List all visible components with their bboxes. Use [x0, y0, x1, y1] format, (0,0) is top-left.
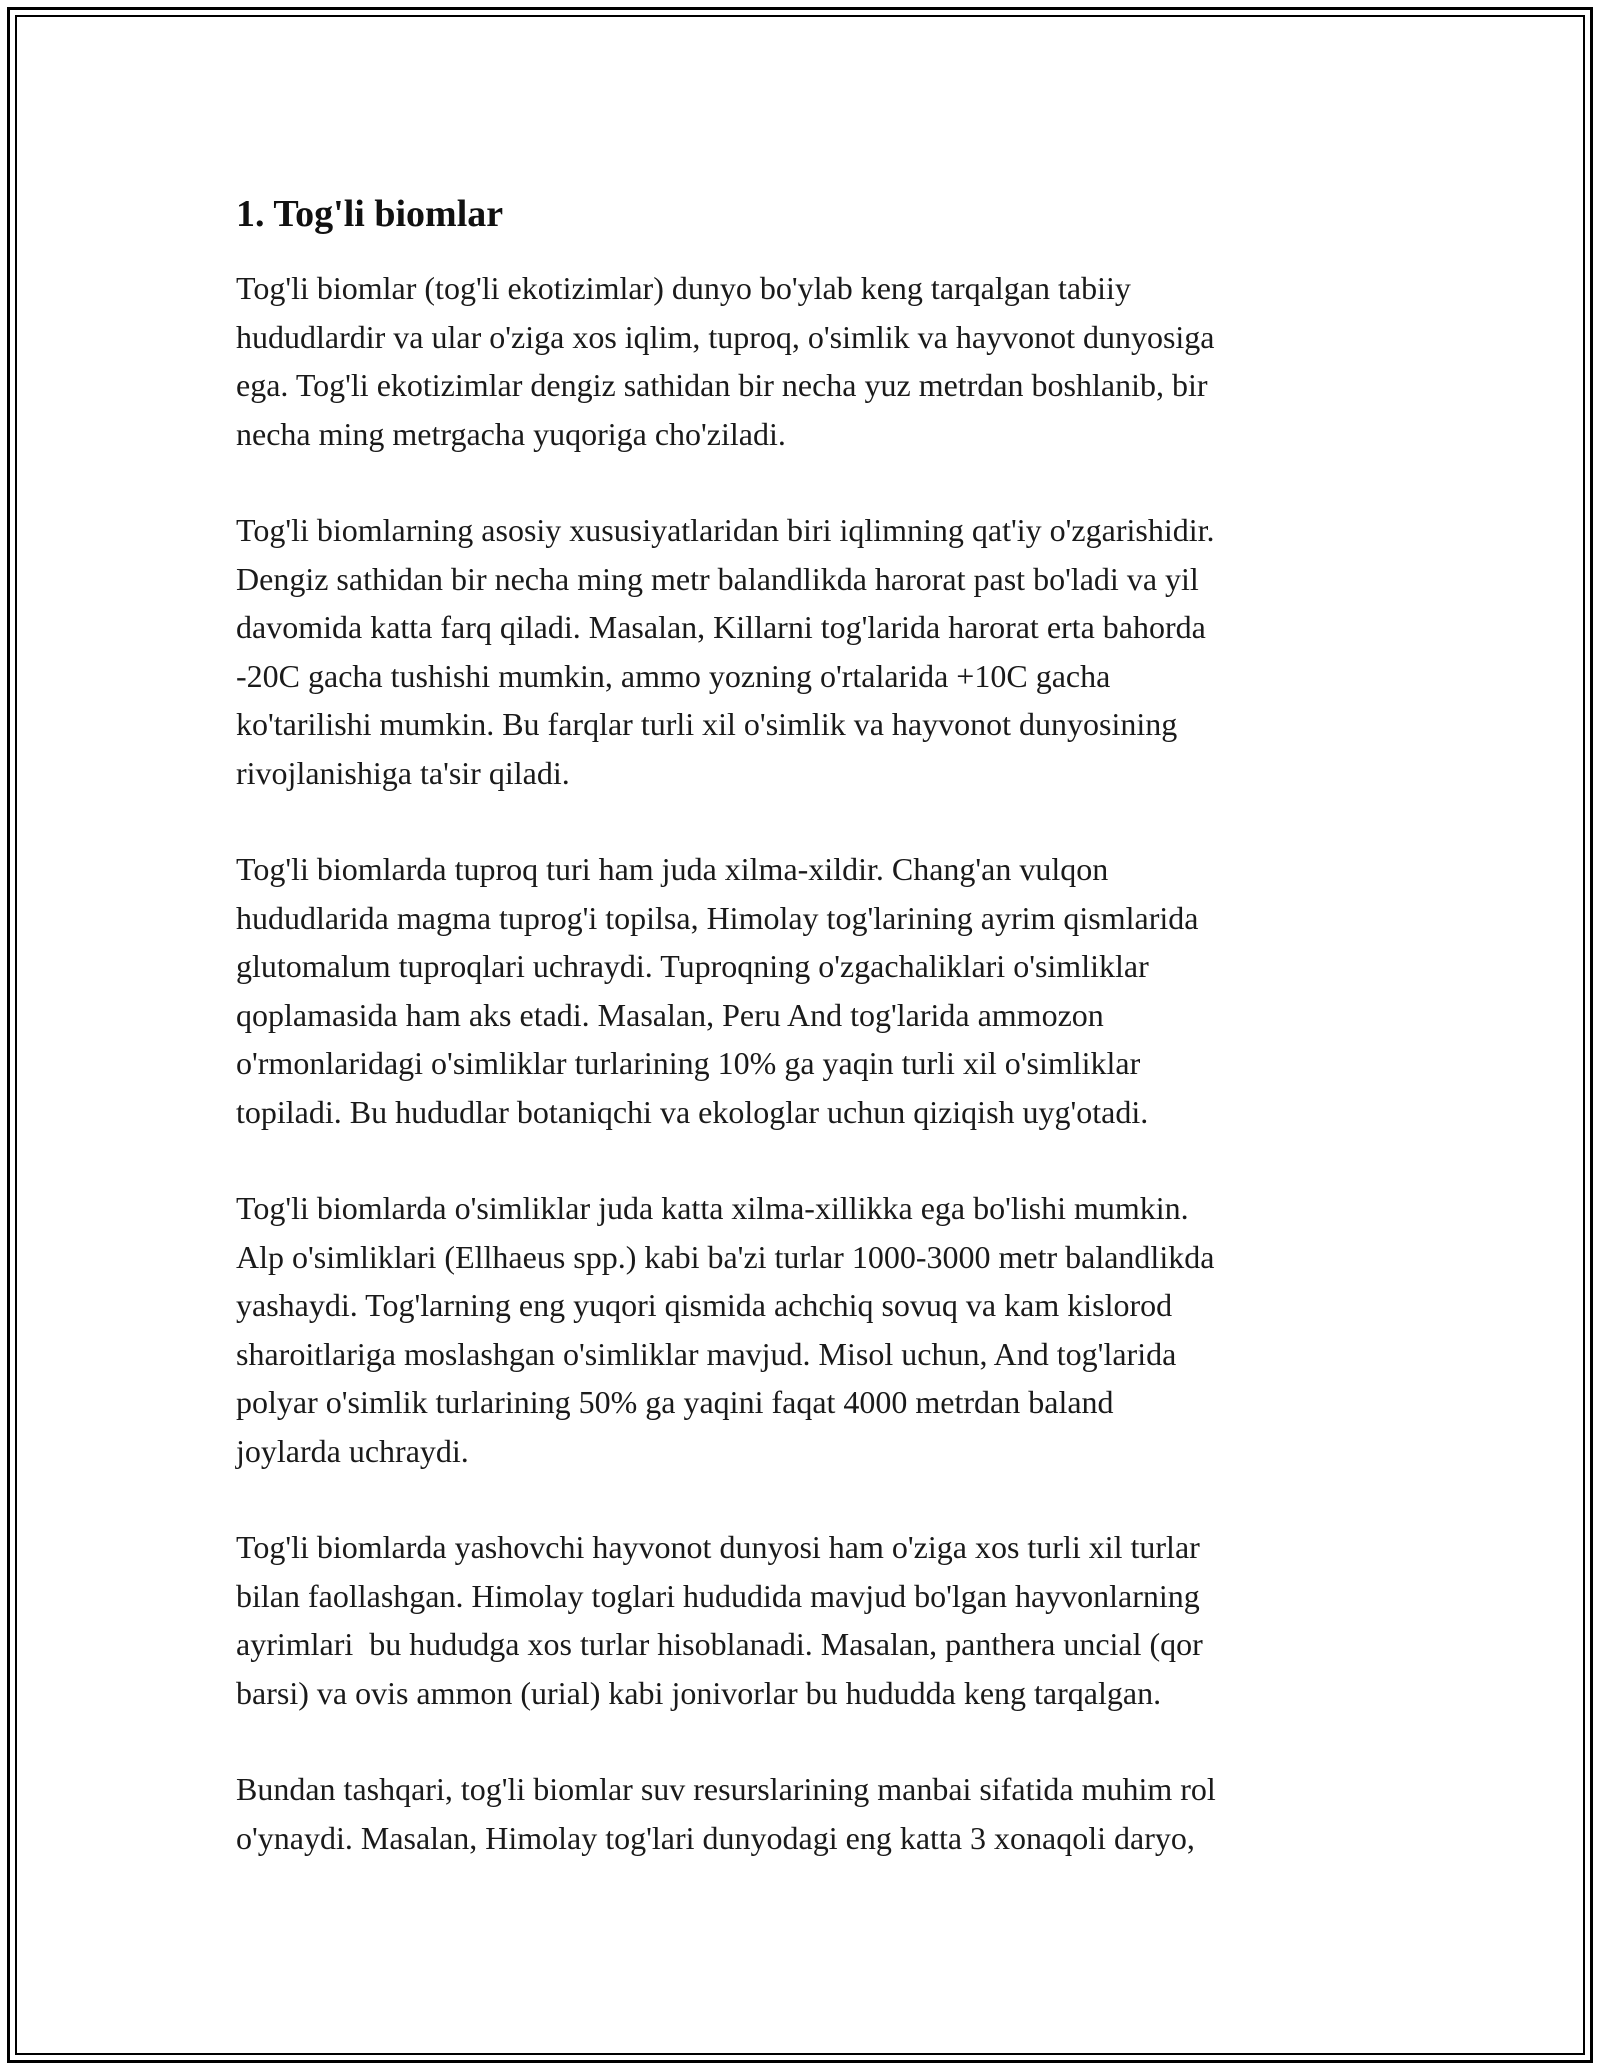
paragraph-line: ayrimlari bu hududga xos turlar hisoblanadi. Masalan, panthera uncial (qor [236, 1626, 1203, 1662]
paragraph-line: sharoitlariga moslashgan o'simliklar mavjud. Misol uchun, And tog'larida [236, 1335, 1177, 1372]
paragraph-line: Tog'li biomlarda o'simliklar juda katta xilma-xillikka ega bo'lishi mumkin. [236, 1190, 1189, 1226]
paragraph-line: hududlardir va ular o'ziga xos iqlim, tuproq, o'simlik va hayvonot dunyosiga [236, 318, 1215, 355]
paragraph-line: o'rmonlaridagi o'simliklar turlarining 10% ga yaqin turli xil o'simliklar [236, 1045, 1141, 1081]
paragraph [236, 264, 1386, 458]
paragraph-line: o'ynaydi. Masalan, Himolay tog'lari dunyodagi eng katta 3 xonaqoli daryo, [236, 1819, 1195, 1856]
paragraph-line: bilan faollashgan. Himolay toglari hududida mavjud bo'lgan hayvonlarning [236, 1577, 1200, 1614]
paragraph [236, 1523, 1386, 1717]
paragraph-line: yashaydi. Tog'larning eng yuqori qismida achchiq sovuq va kam kislorod [236, 1287, 1173, 1323]
paragraph-line: rivojlanishiga ta'sir qiladi. [236, 754, 570, 791]
paragraph-list [236, 264, 1386, 1862]
section-heading: 1. Tog'li biomlar [236, 193, 504, 235]
paragraph-line: necha ming metrgacha yuqoriga cho'ziladi. [236, 415, 786, 452]
paragraph-line: polyar o'simlik turlarining 50% ga yaqini faqat 4000 metrdan baland [236, 1384, 1114, 1420]
paragraph-line: hududlarida magma tuprog'i topilsa, Himolay tog'larining ayrim qismlarida [236, 899, 1199, 936]
paragraph-line: davomida katta farq qiladi. Masalan, Killarni tog'larida harorat erta bahorda [236, 609, 1206, 645]
paragraph-line: joylarda uchraydi. [236, 1432, 469, 1469]
paragraph-line: qoplamasida ham aks etadi. Masalan, Peru And tog'larida ammozon [236, 996, 1104, 1033]
paragraph-line: barsi) va ovis ammon (urial) kabi jonivorlar bu hududda keng tarqalgan. [236, 1674, 1162, 1711]
paragraph-line: Bundan tashqari, tog'li biomlar suv resurslarining manbai sifatida muhim rol [236, 1771, 1216, 1807]
paragraph-line: Tog'li biomlarda yashovchi hayvonot dunyosi ham o'ziga xos turli xil turlar [236, 1529, 1200, 1565]
document-body [236, 186, 1386, 1910]
paragraph-line: topiladi. Bu hududlar botaniqchi va ekologlar uchun qiziqish uyg'otadi. [236, 1093, 1149, 1130]
paragraph-line: ko'tarilishi mumkin. Bu farqlar turli xil o'simlik va hayvonot dunyosining [236, 706, 1178, 742]
paragraph [236, 1184, 1386, 1475]
paragraph-line: Dengiz sathidan bir necha ming metr balandlikda harorat past bo'ladi va yil [236, 560, 1199, 597]
paragraph [236, 1765, 1386, 1862]
paragraph-line: Alp o'simliklari (Ellhaeus spp.) kabi ba'zi turlar 1000-3000 metr balandlikda [236, 1238, 1215, 1275]
paragraph-line: Tog'li biomlar (tog'li ekotizimlar) dunyo bo'ylab keng tarqalgan tabiiy [236, 270, 1131, 306]
paragraph [236, 506, 1386, 797]
paragraph-line: ega. Tog'li ekotizimlar dengiz sathidan bir necha yuz metrdan boshlanib, bir [236, 367, 1208, 403]
paragraph-line: Tog'li biomlarning asosiy xususiyatlaridan biri iqlimning qat'iy o'zgarishidir. [236, 512, 1215, 548]
paragraph-line: glutomalum tuproqlari uchraydi. Tuproqning o'zgachaliklari o'simliklar [236, 948, 1149, 984]
paragraph-line: Tog'li biomlarda tuproq turi ham juda xilma-xildir. Chang'an vulqon [236, 851, 1109, 887]
paragraph [236, 845, 1386, 1136]
paragraph-line: -20C gacha tushishi mumkin, ammo yozning o'rtalarida +10C gacha [236, 657, 1111, 694]
